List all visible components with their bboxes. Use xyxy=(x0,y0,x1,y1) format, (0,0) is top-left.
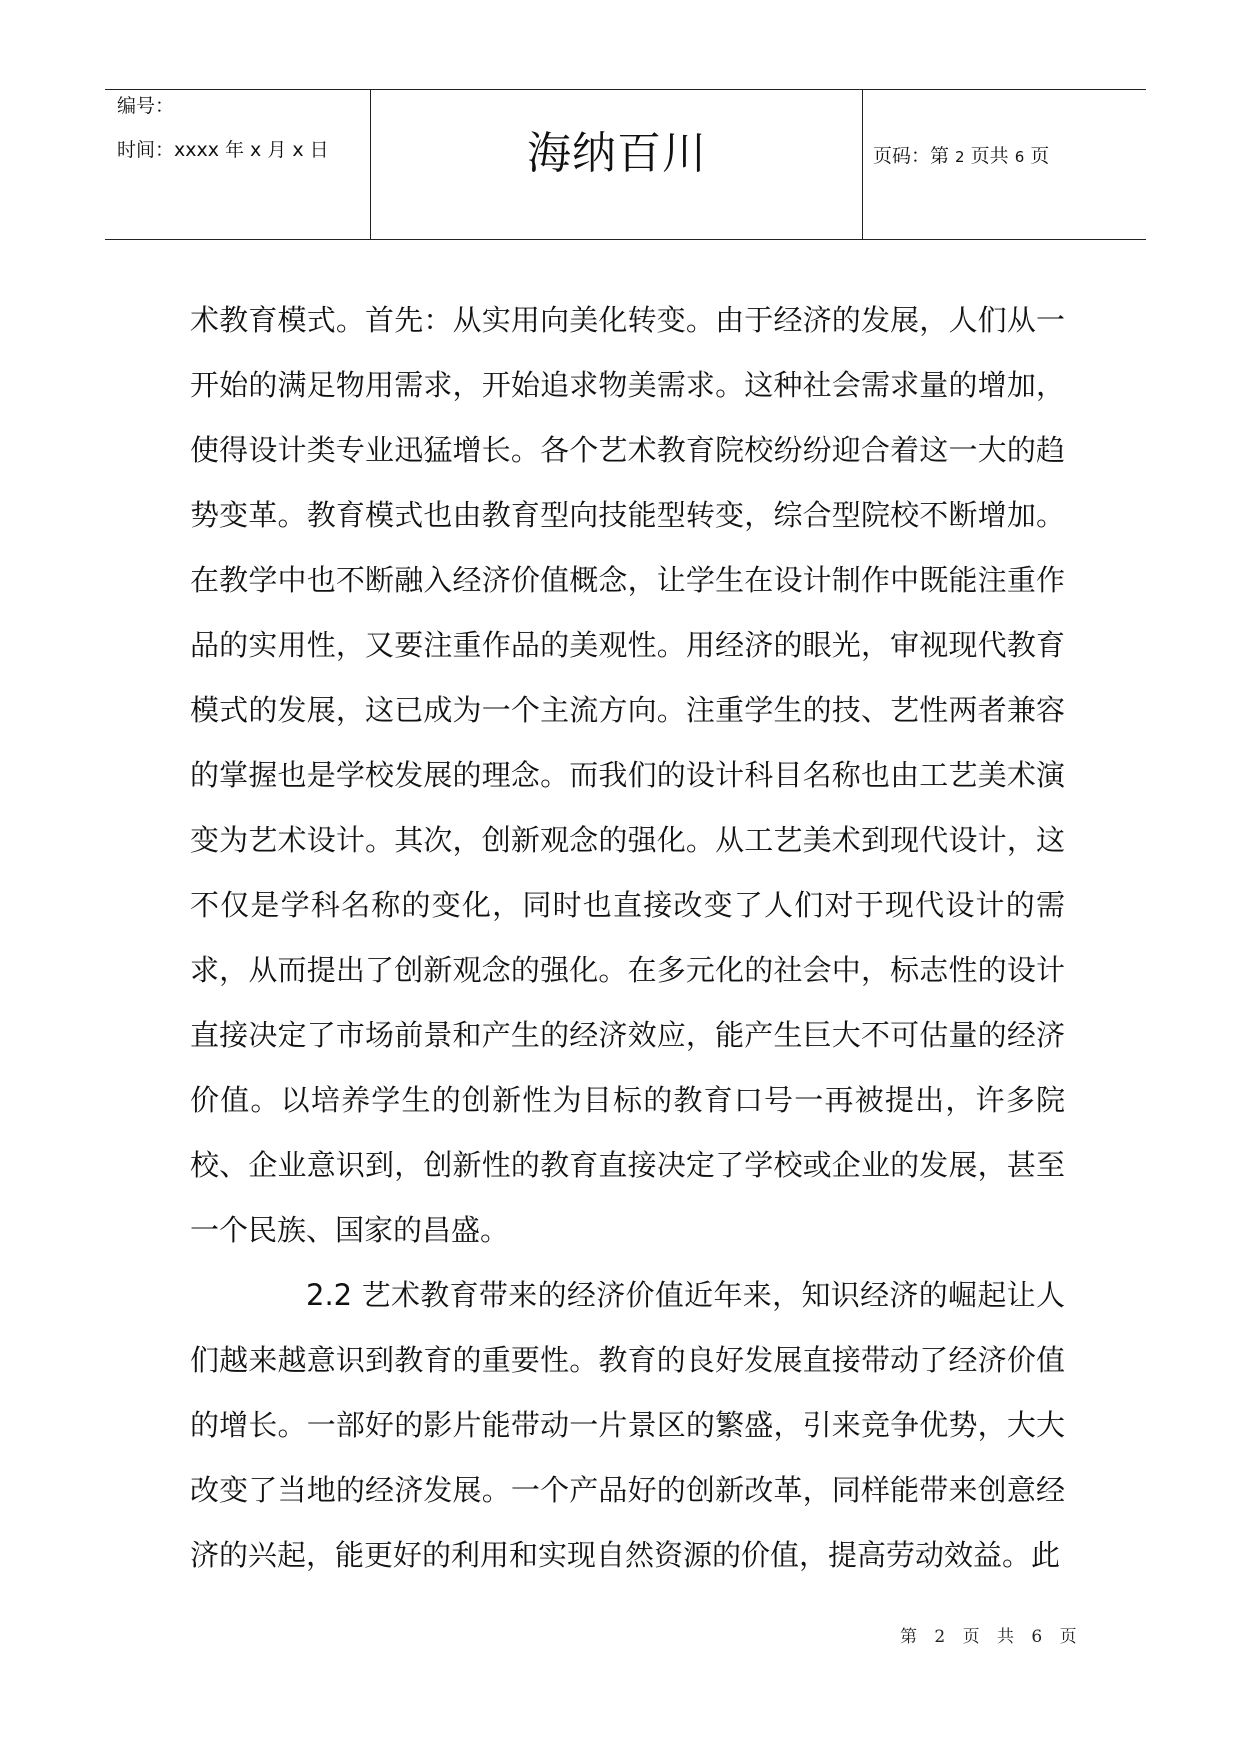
header-divider-left xyxy=(370,90,371,239)
document-body xyxy=(190,288,1065,1588)
body-paragraph-1: 术教育模式。首先：从实用向美化转变。由于经济的发展，人们从一开始的满足物用需求，开始追求物美需求。这种社会需求量的增加，使得设计类专业迅猛增长。各个艺术教育院校纷纷迎合着这一大的趋势变革。教育模式也由教育型向技能型转变，综合型院校不断增加。在教学中也不断融入经济价值概念，让学生在设计制作中既能注重作品的实用性，又要注重作品的美观性。用经济的眼光，审视现代教育模式的发展，这已成为一个主流方向。注重学生的技、艺性两者兼容的掌握也是学校发展的理念。而我们的设计科目名称也由工艺美术演变为艺术设计。其次，创新观念的强化。从工艺美术到现代设计，这不仅是学科名称的变化，同时也直接改变了人们对于现代设计的需求，从而提出了创新观念的强化。在多元化的社会中，标志性的设计直接决定了市场前景和产生的经济效应，能产生巨大不可估量的经济价值。以培养学生的创新性为目标的教育口号一再被提出，许多院校、企业意识到，创新性的教育直接决定了学校或企业的发展，甚至一个民族、国家的昌盛。 xyxy=(190,303,1065,1247)
page-suffix: 页 xyxy=(1024,145,1050,167)
page-current: 2 xyxy=(955,148,965,166)
page-total: 6 xyxy=(1014,148,1025,166)
time-label: 时间：xxxx 年 x 月 x 日 xyxy=(117,139,329,161)
body-paragraph-2: 2.2 艺术教育带来的经济价值近年来，知识经济的崛起让人们越来越意识到教育的重要性。教育的良好发展直接带动了经济价值的增长。一部好的影片能带动一片景区的繁盛，引来竞争优势，大大改变了当地的经济发展。一个产品好的创新改革，同样能带来创意经济的兴起，能更好的利用和实现自然资源的价值，提高劳动效益。此 xyxy=(190,1278,1065,1572)
page-mid: 页共 xyxy=(964,145,1015,167)
document-header xyxy=(105,89,1146,240)
header-divider-right xyxy=(862,90,863,239)
header-page-number xyxy=(873,144,1049,169)
page-prefix: 页码：第 xyxy=(873,145,956,167)
page-footer: 第 2 页 共 6 页 xyxy=(900,1627,1083,1647)
serial-number-label: 编号： xyxy=(117,95,175,117)
header-meta xyxy=(117,94,329,162)
header-title: 海纳百川 xyxy=(527,128,707,179)
